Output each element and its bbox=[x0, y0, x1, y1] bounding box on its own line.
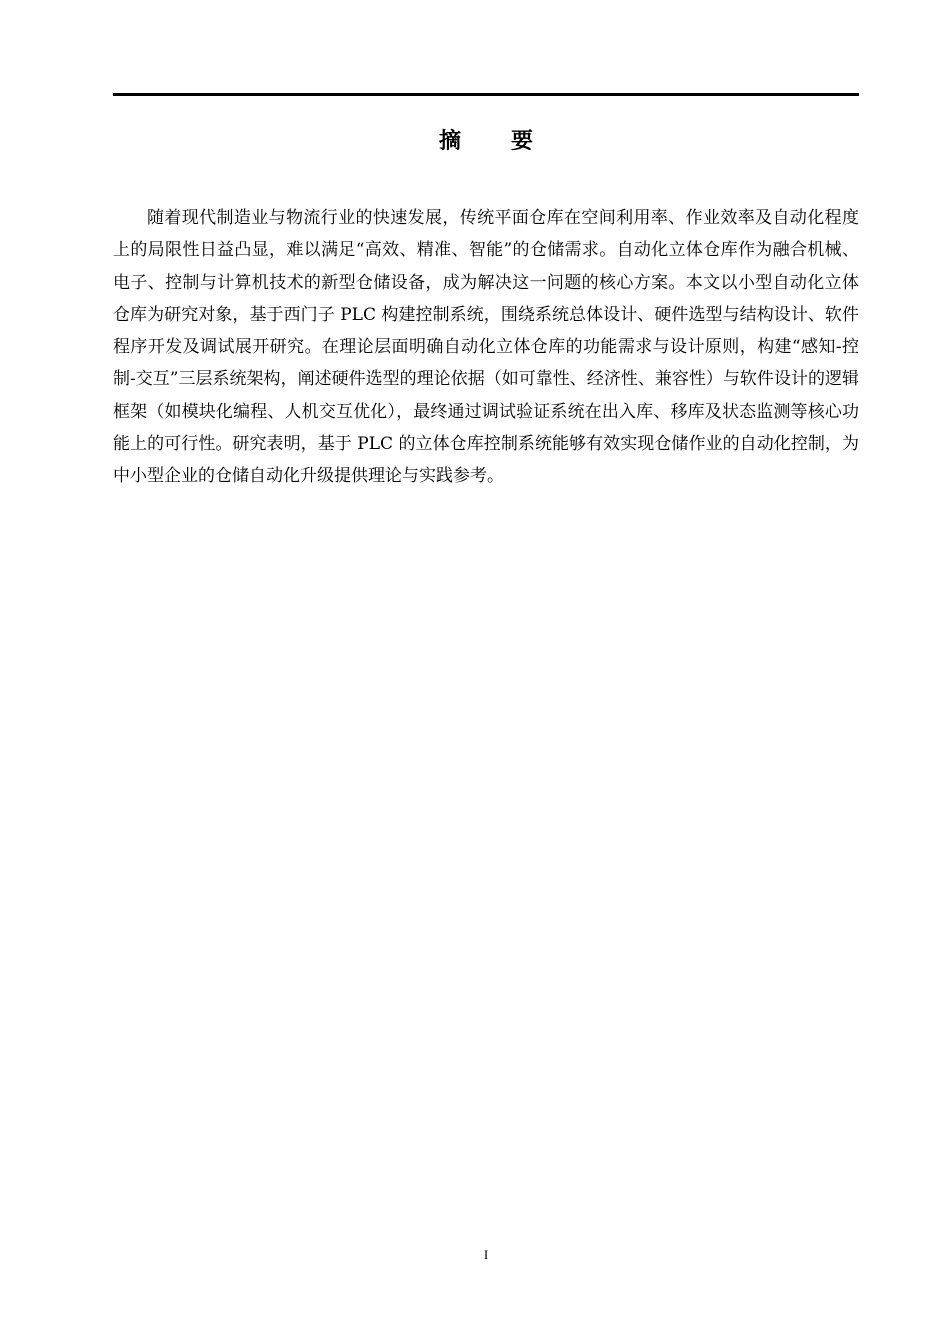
abstract-title bbox=[113, 126, 859, 158]
abstract-paragraph: 随着现代制造业与物流行业的快速发展，传统平面仓库在空间利用率、作业效率及自动化程度上的局限性日益凸显，难以满足“高效、精准、智能”的仓储需求。自动化立体仓库作为融合机械、电子、控制与计算机技术的新型仓储设备，成为解决这一问题的核心方案。本文以小型自动化立体仓库为研究对象，基于西门子 PLC 构建控制系统，围绕系统总体设计、硬件选型与结构设计、软件程序开发及调试展开研究。在理论层面明确自动化立体仓库的功能需求与设计原则，构建“感知-控制-交互”三层系统架构，阐述硬件选型的理论依据（如可靠性、经济性、兼容性）与软件设计的逻辑框架（如模块化编程、人机交互优化），最终通过调试验证系统在出入库、移库及状态监测等核心功能上的可行性。研究表明，基于 PLC 的立体仓库控制系统能够有效实现仓储作业的自动化控制，为中小型企业的仓储自动化升级提供理论与实践参考。 bbox=[113, 208, 859, 487]
title-char-1: 摘 bbox=[438, 129, 461, 154]
header-rule bbox=[113, 93, 859, 96]
page-number: I bbox=[483, 1247, 489, 1262]
title-char-2: 要 bbox=[511, 129, 534, 154]
